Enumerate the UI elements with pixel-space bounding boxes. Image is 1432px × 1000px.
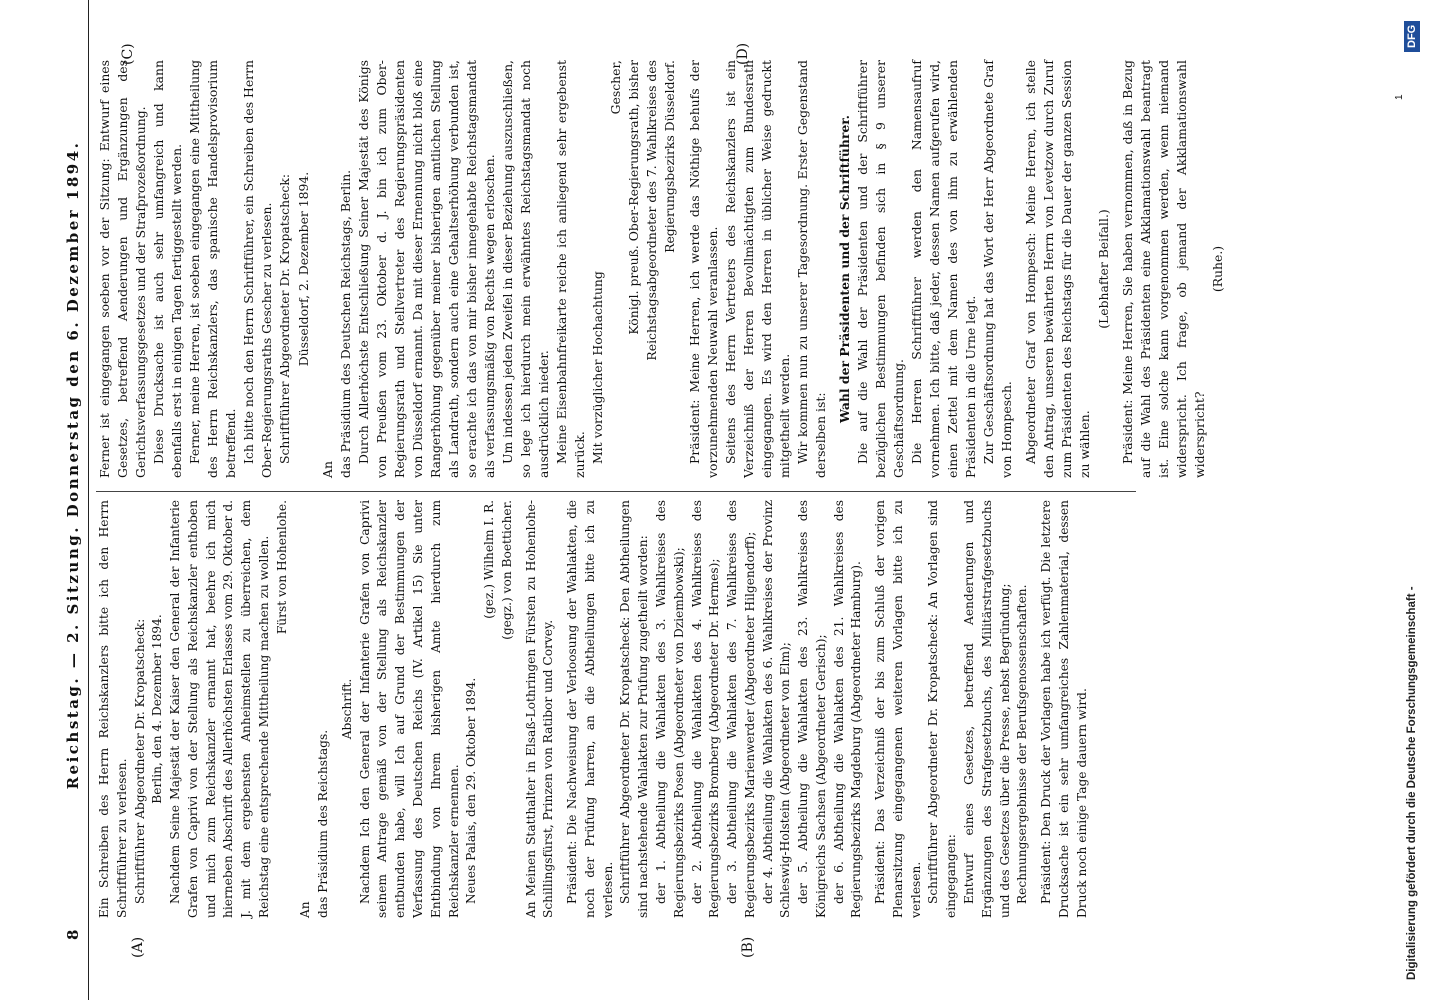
left-column-paragraph: (gez.) Wilhelm I. R. bbox=[482, 500, 497, 619]
margin-marker-c: (C) bbox=[120, 43, 136, 65]
left-column-paragraph: Rechnungsergebnisse der Berufsgenossenschaften. bbox=[1015, 584, 1030, 904]
right-column-paragraph: Durch Allerhöchste Entschließung Seiner Majestät des Königs von Preußen vom 23. Oktober d. J. bin ich zum Ober-Regierungsrath und Stellvertreter des Regierungspräsidenten von Düsseldorf ernannt. Da mit dieser Ernennung nicht bloß eine Rangerhöhung gegenüber meiner bisherigen amtlichen Stellung als Landrath, sondern auch eine Gehaltserhöhung verbunden ist, so erachte ich das von mir bisher innegehabte Reichstagsmandat als verfassungsmäßig von Rechts wegen erloschen. bbox=[355, 60, 497, 478]
left-column-paragraph: der 6. Abtheilung die Wahlakten des 21. Wahlkreises des Regierungsbezirks Magdeburg (Abgeordneter Hamburg). bbox=[831, 500, 864, 918]
right-column-paragraph: Seitens des Herrn Vertreters des Reichskanzlers ist ein Verzeichniß der Herren Bevollmächtigten zum Bundesrath eingegangen. Es wird den Herren in üblicher Weise gedruckt mitgetheilt werden. bbox=[722, 60, 792, 478]
left-column-paragraph: Präsident: Die Nachweisung der Verloosung der Wahlakten, die noch der Prüfung harren, an die Abtheilungen bitte ich zu verlesen. bbox=[565, 500, 615, 918]
margin-marker-a: (A) bbox=[130, 936, 146, 958]
right-column-paragraph: Königl. preuß. Ober-Regierungsrath, bisher bbox=[626, 60, 642, 335]
left-column-paragraph: Präsident: Das Verzeichniß der bis zum Schluß der vorigen Plenarsitzung eingegangenen weiteren Vorlagen bitte ich zu verlesen. bbox=[873, 500, 923, 918]
right-column-paragraph: (Lebhafter Beifall.) bbox=[1095, 209, 1111, 329]
margin-marker-d: (D) bbox=[735, 42, 751, 65]
left-column-paragraph: der 1. Abtheilung die Wahlakten des 3. Wahlkreises des Regierungsbezirks Posen (Abgeordneter von Dziembowski); bbox=[653, 500, 686, 918]
left-column-paragraph: Präsident: Den Druck der Vorlagen habe ich verfügt. Die letztere Drucksache ist ein sehr umfangreiches Zahlenmaterial, dessen Druck noch einige Tage dauern wird. bbox=[1039, 500, 1089, 918]
right-column-paragraph: Ferner, meine Herren, ist soeben eingegangen eine Mittheilung des Herrn Reichskanzlers, das spanische Handelsprovisorium betreffend. bbox=[187, 60, 239, 478]
left-column-paragraph: Ein Schreiben des Herrn Reichskanzlers bitte ich den Herrn Schriftführer zu verlesen. bbox=[97, 500, 129, 918]
page-number: 8 bbox=[64, 929, 82, 940]
right-column-paragraph: das Präsidium des Deutschen Reichstags, Berlin. bbox=[337, 169, 353, 478]
right-column-paragraph: Diese Drucksache ist auch sehr umfangreich und kann ebenfalls erst in einigen Tagen fertiggestellt werden. bbox=[151, 60, 185, 478]
right-column-paragraph: Mit vorzüglicher Hochachtung bbox=[590, 271, 606, 464]
left-column-paragraph: Fürst von Hohenlohe. bbox=[274, 500, 289, 635]
right-column-paragraph: Reichstagsabgeordneter des 7. Wahlkreises des Regierungsbezirks Düsseldorf. bbox=[644, 60, 678, 361]
margin-marker-b: (B) bbox=[740, 936, 756, 958]
right-column-paragraph: Ferner ist eingegangen soeben vor der Sitzung: Entwurf eines Gesetzes, betreffend Aenderungen und Ergänzungen des Gerichtsverfassungsgesetzes und der Strafprozeßordnung. bbox=[97, 60, 149, 478]
left-column-paragraph: das Präsidium des Reichstags. bbox=[316, 729, 331, 918]
right-column-paragraph: Zur Geschäftsordnung hat das Wort der Herr Abgeordnete Graf von Hompesch. bbox=[981, 60, 1015, 478]
left-column-paragraph: Schriftführer Abgeordneter Dr. Kropatscheck: Den Abtheilungen sind nachstehende Wahlakten zur Prüfung zugetheilt worden: bbox=[618, 500, 651, 918]
digitization-note bbox=[1394, 0, 1426, 1000]
left-column-paragraph: der 2. Abtheilung die Wahlakten des 4. Wahlkreises des Regierungsbezirks Bromberg (Abgeordneter Dr. Hermes); bbox=[689, 500, 722, 918]
right-column-paragraph: Düsseldorf, 2. Dezember 1894. bbox=[295, 171, 311, 367]
right-column-paragraph: An bbox=[319, 461, 335, 478]
digitization-text: Digitalisierung gefördert durch die Deutsche Forschungsgemeinschaft - bbox=[1406, 586, 1418, 980]
right-column-paragraph: Meine Eisenbahnfreikarte reiche ich anliegend sehr ergebenst zurück. bbox=[554, 60, 588, 478]
right-column-paragraph: Schriftführer Abgeordneter Dr. Kropatscheck: bbox=[277, 173, 293, 464]
left-column-paragraph: An Meinen Statthalter in Elsaß-Lothringen Fürsten zu Hohenlohe-Schillingsfürst, Prinzen von Ratibor und Corvey. bbox=[523, 500, 556, 918]
left-column-paragraph: der 3. Abtheilung die Wahlakten des 7. Wahlkreises des Regierungsbezirks Marienwerder (Abgeordneter Hilgendorff); bbox=[725, 500, 757, 918]
left-column-paragraph: Nachdem Seine Majestät der Kaiser den General der Infanterie Grafen von Caprivi von der Stellung als Reichskanzler enthoben und mich zum Reichskanzler ernannt hat, beehre ich mich hierneben Abschrift des Allerhöchsten Erlasses vom 29. Oktober d. J. mit dem ergebensten Anheimstellen zu überreichen, dem Reichstag eine entsprechende Mittheilung machen zu wollen. bbox=[168, 500, 271, 918]
running-title: Reichstag. — 2. Sitzung. Donnerstag den 6. Dezember 1894. bbox=[64, 140, 82, 790]
left-column-paragraph: Entwurf eines Gesetzes, betreffend Aenderungen und Ergänzungen des Strafgesetzbuchs, des Militärstrafgesetzbuchs und des Gesetzes über die Presse, nebst Begründung; bbox=[961, 500, 1012, 918]
left-column-paragraph: Schriftführer Abgeordneter Dr. Kropatscheck: bbox=[132, 618, 147, 904]
column-rule bbox=[96, 491, 1136, 492]
right-column-paragraph: (Ruhe.) bbox=[1209, 245, 1225, 293]
left-column-paragraph: Nachdem Ich den General der Infanterie Grafen von Caprivi seinem Antrage gemäß von der Stellung als Reichskanzler entbunden habe, will Ich auf Grund der Bestimmungen der Verfassung des Deutschen Reichs (IV. Artikel 15) Sie unter Entbindung von Ihrem bisherigen Amte hierdurch zum Reichskanzler ernennen. bbox=[357, 500, 461, 918]
left-column-paragraph: Neues Palais, den 29. Oktober 1894. bbox=[464, 677, 479, 904]
left-column-paragraph: Berlin, den 4. Dezember 1894. bbox=[150, 614, 165, 804]
right-column-paragraph: Präsident: Meine Herren, Sie haben vernommen, daß in Bezug auf die Wahl des Präsidenten eine Akklamationswahl beantragt ist. Eine solche kann vorgenommen werden, wenn niemand widerspricht. Ich frage, ob jemand der Akklamationswahl widerspricht? bbox=[1119, 60, 1207, 478]
right-column-paragraph: Gescher, bbox=[608, 60, 624, 115]
right-column-paragraph: Die auf die Wahl der Präsidenten und der Schriftführer bezüglichen Bestimmungen befinden sich in § 9 unserer Geschäftsordnung. bbox=[854, 60, 907, 478]
right-column-paragraph: Wir kommen nun zu unserer Tagesordnung. Erster Gegenstand derselben ist: bbox=[794, 60, 828, 478]
left-column bbox=[96, 500, 1106, 918]
dfg-logo: DFG bbox=[1404, 21, 1420, 52]
left-column-paragraph: Schriftführer Abgeordneter Dr. Kropatscheck: An Vorlagen sind eingegangen: bbox=[926, 500, 959, 918]
right-column-paragraph: Präsident: Meine Herren, ich werde das Nöthige behufs der vorzunehmenden Neuwahl veranlassen. bbox=[686, 60, 720, 478]
left-column-paragraph: (gegz.) von Boetticher. bbox=[499, 500, 514, 640]
running-head bbox=[60, 0, 89, 1000]
right-column-paragraph: Ich bitte noch den Herrn Schriftführer, ein Schreiben des Herrn Ober-Regierungsraths Gescher zu verlesen. bbox=[241, 60, 275, 478]
right-column-paragraph: Die Herren Schriftführer werden den Namensaufruf vornehmen. Ich bitte, daß jeder, dessen Namen aufgerufen wird, einen Zettel mit dem Namen des von ihm zu erwählenden Präsidenten in die Urne legt. bbox=[909, 60, 979, 478]
left-column-paragraph: der 4. Abtheilung die Wahlakten des 6. Wahlkreises der Provinz Schleswig-Holstein (Abgeordneter von Elm); bbox=[760, 500, 793, 918]
scan-page-number: 1 bbox=[1394, 94, 1405, 100]
right-column bbox=[96, 60, 1236, 478]
left-column-paragraph: Abschrift. bbox=[339, 678, 354, 740]
right-column-paragraph: Um indessen jeden Zweifel in dieser Beziehung auszuschließen, so lege ich hierdurch mein erwähntes Reichstagsmandat noch ausdrücklich nieder. bbox=[500, 60, 552, 478]
left-column-paragraph: der 5. Abtheilung die Wahlakten des 23. Wahlkreises des Königreichs Sachsen (Abgeordneter Gerisch); bbox=[796, 500, 828, 918]
right-column-paragraph: Wahl der Präsidenten und der Schriftführer. bbox=[836, 115, 852, 423]
right-column-paragraph: Abgeordneter Graf von Hompesch: Meine Herren, ich stelle den Antrag, unseren bewährten Herrn von Levetzow durch Zuruf zum Präsidenten des Reichstags für die Dauer der ganzen Session zu wählen. bbox=[1023, 60, 1093, 478]
left-column-paragraph: An bbox=[298, 901, 313, 918]
